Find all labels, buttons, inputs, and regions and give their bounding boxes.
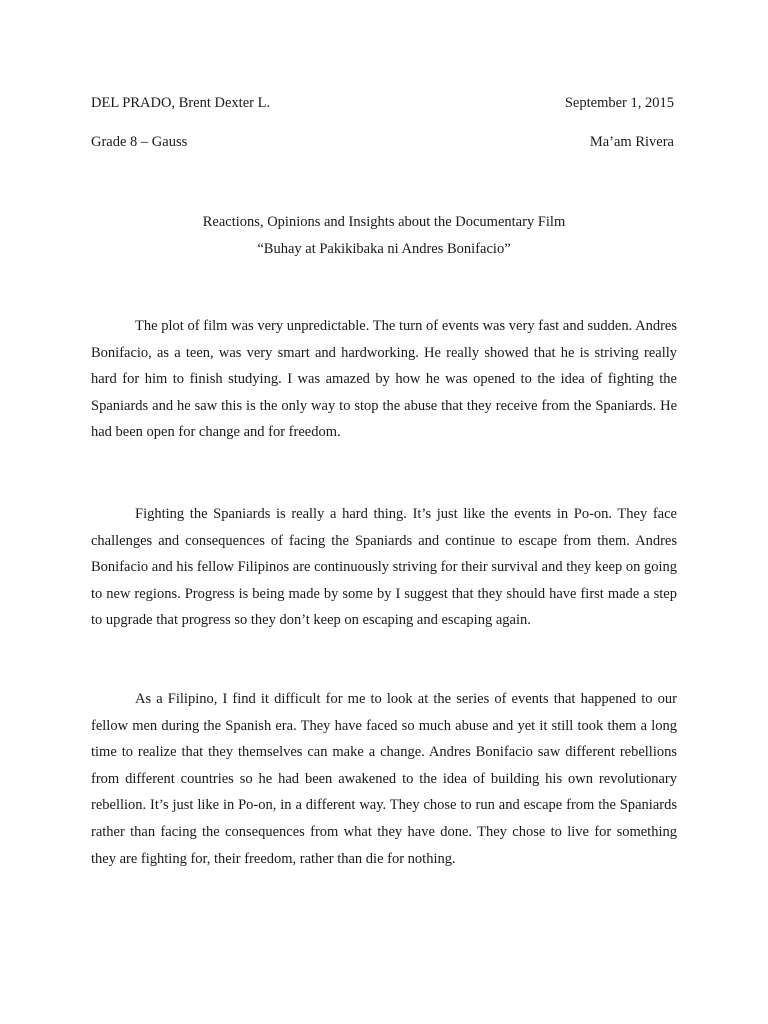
grade-section: Grade 8 – Gauss <box>91 134 188 150</box>
paragraph-2: Fighting the Spaniards is really a hard thing. It’s just like the events in Po-on. They face challenges and consequences of facing the Spaniards and continue to escape from them. Andres Bonifacio and his fellow Filipinos are continuously striving for their survival and they keep on going to new regions. Progress is being made by some by I suggest that they should have first made a step to upgrade that progress so they don’t keep on escaping and escaping again. <box>91 506 677 629</box>
document-title: Reactions, Opinions and Insights about the Documentary Film <box>202 214 566 230</box>
teacher-name: Ma’am Rivera <box>589 134 674 150</box>
paragraph-3: As a Filipino, I find it difficult for me to look at the series of events that happened to our fellow men during the Spanish era. They have faced so much abuse and yet it still took them a long time to realize that they themselves can make a change. Andres Bonifacio saw different rebellions from different countries so he had been awakened to the idea of building his own revolutionary rebellion. It’s just like in Po-on, in a different way. They chose to run and escape from the Spaniards rather than facing the consequences from what they have done. They chose to live for something they are fighting for, their freedom, rather than die for nothing. <box>91 691 677 867</box>
paragraph-1: The plot of film was very unpredictable. The turn of events was very fast and sudden. Andres Bonifacio, as a teen, was very smart and hardworking. He really showed that he is striving really hard for him to finish studying. I was amazed by how he was opened to the idea of fighting the Spaniards and he saw this is the only way to stop the abuse that they receive from the Spaniards. He had been open for change and for freedom. <box>91 318 677 441</box>
student-name: DEL PRADO, Brent Dexter L. <box>91 95 271 111</box>
film-title: “Buhay at Pakikibaka ni Andres Bonifacio” <box>257 241 511 257</box>
document-date: September 1, 2015 <box>564 95 674 111</box>
